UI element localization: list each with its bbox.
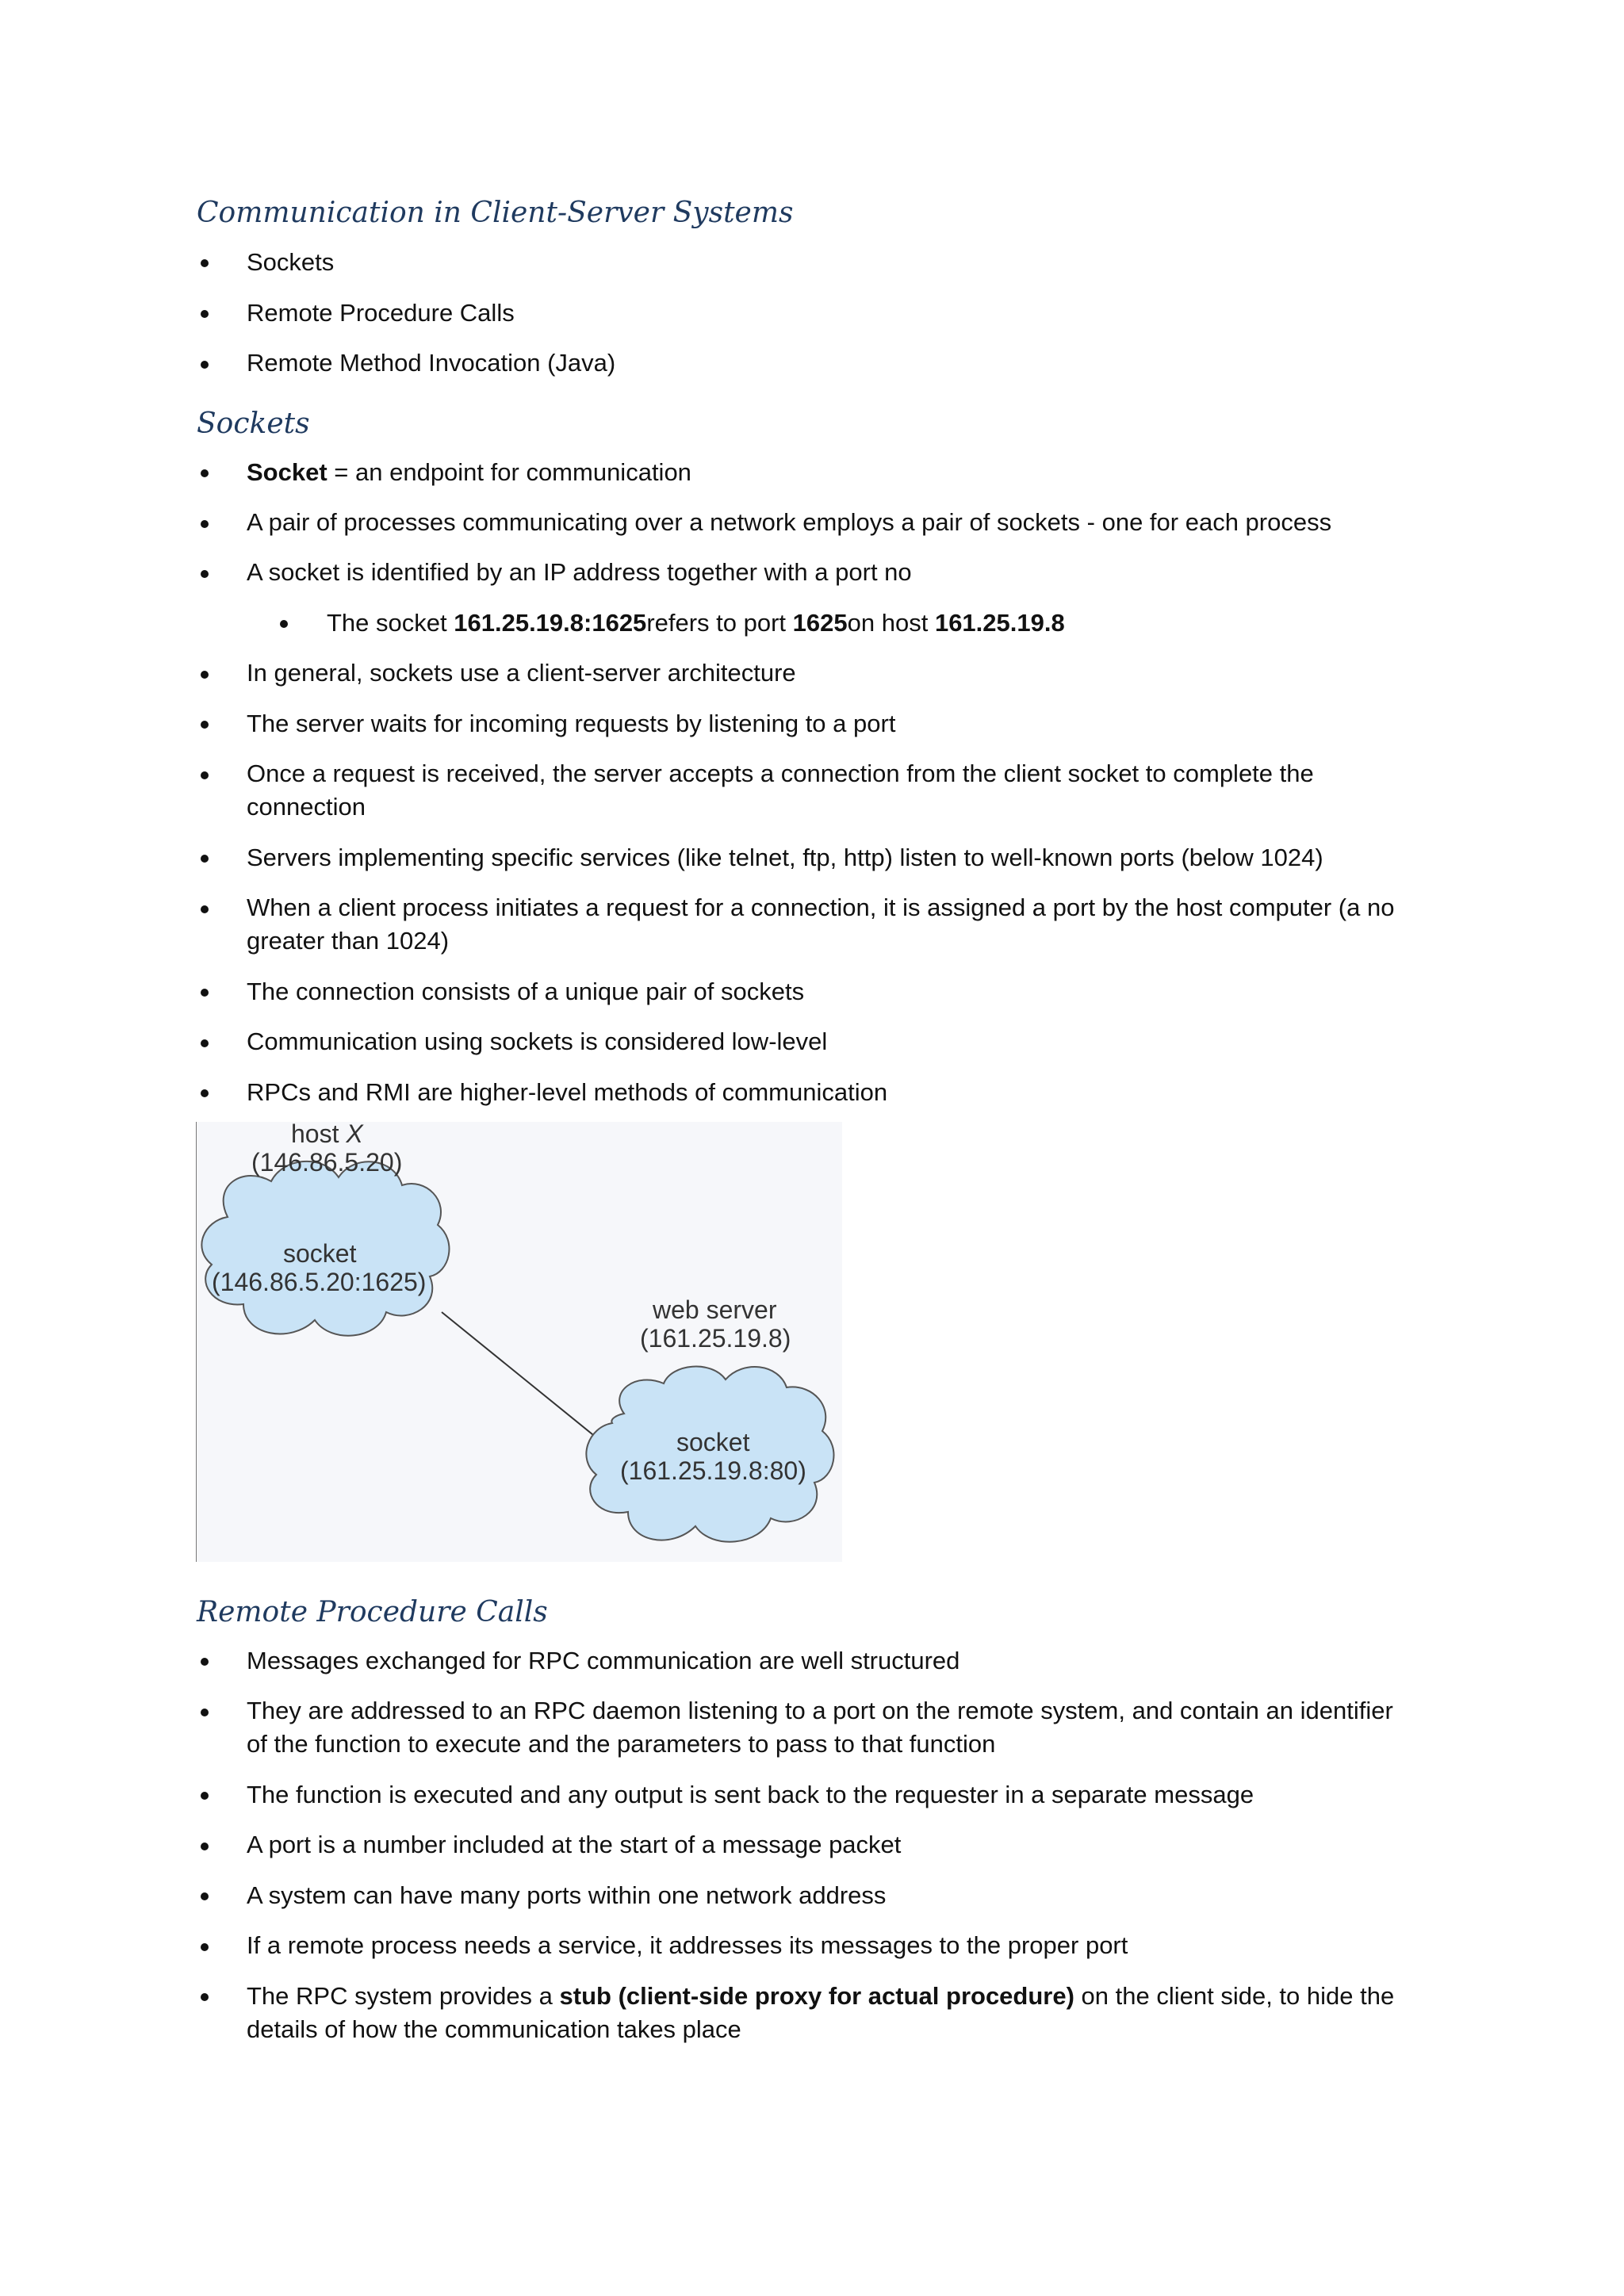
bullet-icon [201, 905, 209, 913]
client-socket-label: socket [283, 1239, 357, 1268]
bold-host: 161.25.19.8 [934, 609, 1065, 637]
web-server-ip-label: (161.25.19.8) [640, 1324, 791, 1353]
section-title-communication: Communication in Client-Server Systems [197, 197, 794, 229]
bullet-icon [201, 469, 209, 477]
bullet-icon [201, 1792, 209, 1800]
bullet-icon [201, 1943, 209, 1951]
line-1: They are addressed to an RPC daemon listening to a port on the remote system, and contain an identifier [247, 1697, 1393, 1724]
bullet-icon [280, 620, 288, 628]
line-2: connection [247, 793, 366, 821]
definition-text: = an endpoint for communication [327, 458, 691, 486]
list-item: A system can have many ports within one network address [247, 1881, 887, 1909]
host-ip-label: (146.86.5.20) [251, 1148, 403, 1177]
text-fragment: The socket [327, 609, 454, 637]
line-1: Once a request is received, the server accepts a connection from the client socket to complete the [247, 760, 1314, 787]
socket-diagram-svg [196, 1122, 842, 1562]
bullet-icon [201, 1709, 209, 1716]
server-socket-label: socket [676, 1428, 750, 1456]
server-socket-address: (161.25.19.8:80) [620, 1456, 806, 1485]
bullet-icon [201, 520, 209, 528]
section-title-rpc: Remote Procedure Calls [197, 1596, 548, 1628]
bold-socket-address: 161.25.19.8:1625 [454, 609, 647, 637]
section-title-sockets: Sockets [197, 408, 310, 440]
bullet-icon [201, 310, 209, 318]
list-item: Messages exchanged for RPC communication are well structured [247, 1647, 960, 1674]
list-item: In general, sockets use a client-server architecture [247, 659, 796, 687]
socket-diagram [196, 1122, 842, 1562]
line-2: greater than 1024) [247, 927, 450, 955]
list-item [247, 891, 1436, 958]
bullet-icon [201, 671, 209, 679]
bullet-icon [201, 1892, 209, 1900]
bullet-icon [201, 1658, 209, 1666]
bullet-icon [201, 771, 209, 779]
bullet-icon [201, 1993, 209, 2001]
list-item [247, 1980, 1436, 2046]
client-socket-address: (146.86.5.20:1625) [212, 1268, 427, 1296]
list-item: A port is a number included at the start of a message packet [247, 1831, 902, 1858]
bullet-icon [201, 259, 209, 267]
bullet-icon [201, 570, 209, 578]
list-item: A socket is identified by an IP address together with a port no [247, 558, 912, 586]
list-item: The connection consists of a unique pair of sockets [247, 978, 805, 1005]
line-2: of the function to execute and the parameters to pass to that function [247, 1730, 996, 1758]
list-item: Remote Method Invocation (Java) [247, 349, 616, 377]
bullet-icon [201, 1039, 209, 1047]
bullet-icon [201, 1843, 209, 1850]
list-item: If a remote process needs a service, it addresses its messages to the proper port [247, 1931, 1128, 1959]
connection-line [442, 1312, 618, 1455]
bold-stub-term: stub (client-side proxy for actual procedure) [559, 1982, 1074, 2010]
line-1: When a client process initiates a request for a connection, it is assigned a port by the host computer (a no [247, 894, 1395, 921]
list-item: Remote Procedure Calls [247, 299, 515, 327]
list-item [247, 757, 1436, 824]
list-item [247, 1694, 1436, 1761]
text-fragment: on the client side, to hide the [1074, 1982, 1395, 2010]
list-item: RPCs and RMI are higher-level methods of communication [247, 1078, 888, 1106]
list-item: Communication using sockets is considered low-level [247, 1027, 828, 1055]
bullet-icon [201, 721, 209, 729]
list-item [247, 456, 1436, 489]
sub-list-item [327, 607, 1516, 640]
bold-port: 1625 [792, 609, 848, 637]
bullet-icon [201, 1089, 209, 1097]
list-item: The function is executed and any output is sent back to the requester in a separate message [247, 1781, 1254, 1808]
list-item: Sockets [247, 248, 335, 276]
bullet-icon [201, 989, 209, 997]
term-socket: Socket [247, 458, 327, 486]
text-fragment: The RPC system provides a [247, 1982, 560, 2010]
list-item: A pair of processes communicating over a network employs a pair of sockets - one for each process [247, 508, 1332, 536]
bullet-icon [201, 361, 209, 369]
list-item: The server waits for incoming requests by listening to a port [247, 710, 896, 737]
bullet-icon [201, 855, 209, 863]
host-label: host X [291, 1122, 363, 1148]
line-2: details of how the communication takes place [247, 2015, 741, 2043]
web-server-label: web server [653, 1295, 777, 1324]
list-item: Servers implementing specific services (like telnet, ftp, http) listen to well-known ports (below 1024) [247, 844, 1323, 871]
text-fragment: refers to port [646, 609, 793, 637]
text-fragment: on host [847, 609, 935, 637]
